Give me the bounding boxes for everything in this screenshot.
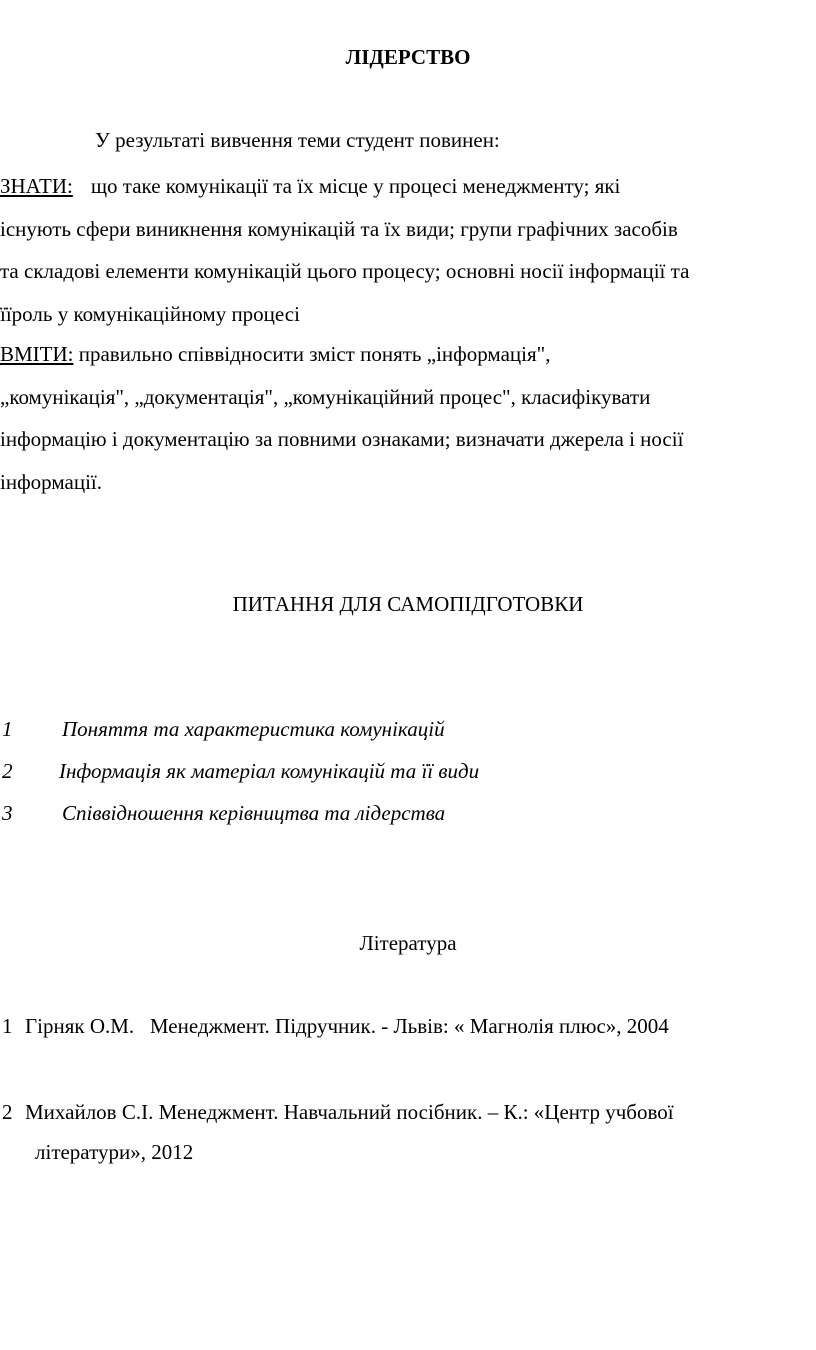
question-number: 2 <box>2 759 13 783</box>
can-text-line-1: правильно співвідносити зміст понять „інформація", <box>78 342 551 366</box>
reference-number: 2 <box>2 1100 13 1124</box>
know-line-3: та складові елементи комунікацій цього процесу; основні носії інформації та <box>0 259 690 283</box>
reference-text: Михайлов С.І. Менеджмент. Навчальний посібник. – К.: «Центр учбової <box>25 1100 674 1124</box>
can-paragraph <box>0 333 816 503</box>
question-text: Співвідношення керівництва та лідерства <box>62 801 446 825</box>
know-line-4: їїроль у комунікаційному процесі <box>0 301 300 326</box>
can-line-2: „комунікація", „документація", „комунікаційний процес", класифікувати <box>0 384 651 409</box>
can-line-1 <box>0 333 816 376</box>
question-number: 3 <box>2 801 13 825</box>
question-item <box>0 800 816 842</box>
questions-heading: ПИТАННЯ ДЛЯ САМОПІДГОТОВКИ <box>232 592 584 616</box>
know-label: ЗНАТИ: <box>0 174 73 198</box>
questions-list <box>0 716 816 842</box>
reference-continuation: літератури», 2012 <box>35 1140 194 1164</box>
question-text: Поняття та характеристика комунікацій <box>62 717 445 741</box>
question-text: Інформація як матеріал комунікацій та її види <box>59 759 480 783</box>
know-text-line-1: що таке комунікації та їх місце у процесі менеджменту; які <box>90 174 621 198</box>
know-line-2: існують сфери виникнення комунікацій та їх види; групи графічних засобів <box>0 216 678 241</box>
can-label: ВМІТИ: <box>0 342 74 366</box>
reference-number: 1 <box>2 1014 13 1038</box>
question-number: 1 <box>2 717 13 741</box>
intro-text: У результаті вивчення теми студент повинен: <box>95 128 500 152</box>
reference-text: Гірняк О.М. Менеджмент. Підручник. - Львів: « Магнолія плюс», 2004 <box>25 1014 669 1038</box>
question-item <box>0 716 816 758</box>
can-line-3: інформацію і документацію за повними ознаками; визначати джерела і носії <box>0 427 684 451</box>
can-line-4: інформації. <box>0 469 102 494</box>
know-line-1 <box>0 165 816 208</box>
question-item <box>0 758 816 800</box>
literature-heading: Література <box>359 931 457 955</box>
document-title: ЛІДЕРСТВО <box>345 45 471 69</box>
know-paragraph <box>0 165 816 335</box>
